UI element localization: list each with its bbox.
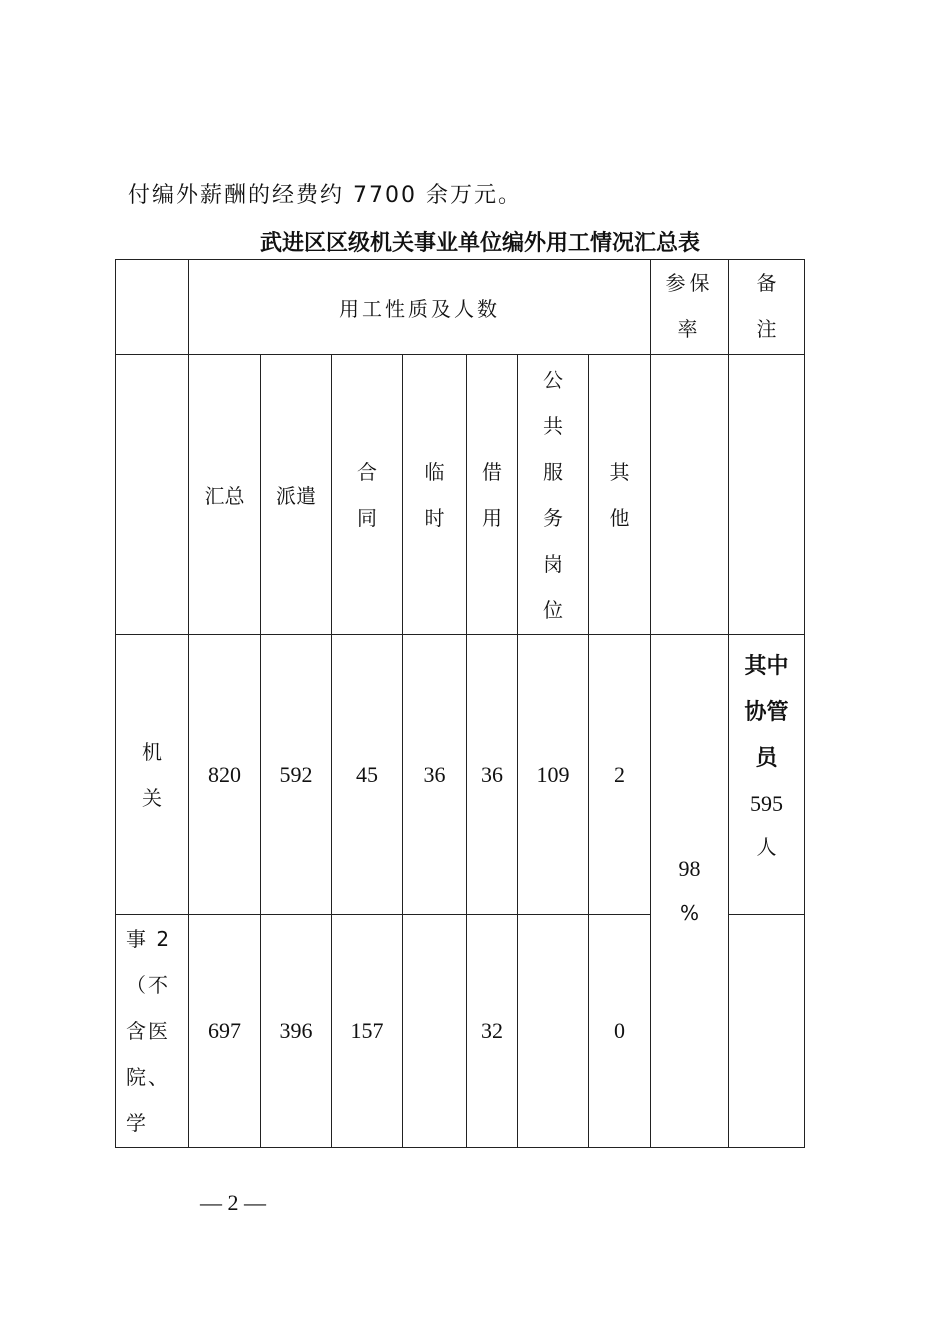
col-label: 合同 [357,459,377,530]
category-cell [116,915,189,1148]
col-label: 公共服务岗位 [543,367,563,622]
value-cell: 396 [261,915,332,1148]
value-cell: 0 [589,915,651,1148]
corner-cell [116,260,189,355]
remark-unit: 人 [756,835,777,859]
value-cell: 45 [332,635,403,915]
rate-blank [651,355,729,635]
value-cell: 2 [589,635,651,915]
category-label: 机关 [142,739,162,810]
col-label: 借用 [482,459,502,530]
value-cell: 592 [261,635,332,915]
col-header-contract [332,355,403,635]
header-row-2 [116,355,805,635]
category-cell [116,635,189,915]
remark-bold-text: 其中协管员 [744,653,789,771]
col-header-temporary [403,355,467,635]
category-label: 事 2（不含医院、学 [126,927,172,1135]
value-cell: 36 [403,635,467,915]
col-header-public-service [518,355,589,635]
value-cell: 820 [189,635,261,915]
page-number: — 2 — [200,1190,266,1215]
col-header-other [589,355,651,635]
rate-header [651,260,729,355]
value-cell [518,915,589,1148]
col-header-dispatch [261,355,332,635]
header-row-1 [116,260,805,355]
col-label: 派遣 [276,484,316,508]
nature-header [189,260,651,355]
nature-header-label: 用工性质及人数 [339,296,500,321]
remark-number: 595 [750,791,784,816]
col-header-borrowed [467,355,518,635]
rate-header-label: 参保率 [665,271,714,341]
col-label: 汇总 [204,484,245,508]
remark-cell [729,635,805,915]
table-title: 武进区区级机关事业单位编外用工情况汇总表 [259,230,700,256]
col-header-total [189,355,261,635]
value-cell: 32 [467,915,518,1148]
col-label: 临时 [424,459,445,530]
value-cell: 157 [332,915,403,1148]
remark-blank [729,355,805,635]
remark-header [729,260,805,355]
summary-table [115,259,805,1148]
value-cell: 697 [189,915,261,1148]
category-header-blank [116,355,189,635]
col-label: 其他 [609,459,630,530]
intro-paragraph: 付编外薪酬的经费约 7700 余万元。 [128,183,522,208]
value-cell [403,915,467,1148]
rate-value: 98 [678,856,701,881]
value-cell: 36 [467,635,518,915]
value-cell: 109 [518,635,589,915]
table-row [116,635,805,915]
remark-cell-empty [729,915,805,1148]
rate-unit: % [680,901,700,925]
remark-header-label: 备注 [756,271,777,341]
rate-cell [651,635,729,1148]
